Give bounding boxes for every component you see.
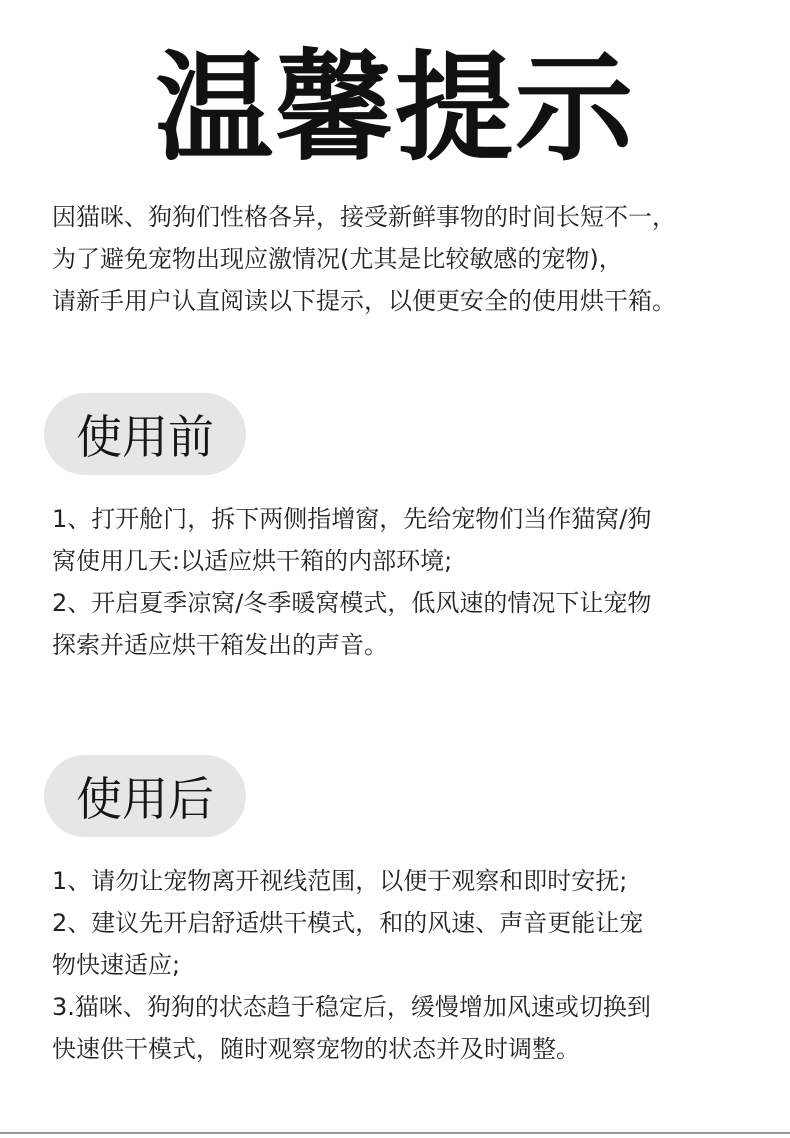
section-heading-after-use: 使用后 xyxy=(44,755,246,837)
tip-line: 探索并适应烘干箱发出的声音。 xyxy=(52,631,388,659)
intro-line: 请新手用户认直阅读以下提示，以便更安全的使用烘干箱。 xyxy=(52,287,676,315)
tip-line: 1、打开舱门，拆下两侧指增窗，先给宠物们当作猫窝/狗 xyxy=(52,505,652,533)
page-title: 温馨提示 xyxy=(154,39,635,177)
bottom-divider xyxy=(0,1132,790,1134)
intro-line: 因猫咪、狗狗们性格各异，接受新鲜事物的时间长短不一， xyxy=(52,203,676,231)
section-body-after-use xyxy=(52,860,772,1070)
section-body-before-use xyxy=(52,498,772,666)
tip-line: 1、请勿让宠物离开视线范围，以便于观察和即时安抚; xyxy=(52,867,628,895)
tip-line: 2、建议先开启舒适烘干模式，和的风速、声音更能让宠 xyxy=(52,909,644,937)
tip-line: 3.猫咪、狗狗的状态趋于稳定后，缓慢增加风速或切换到 xyxy=(52,993,651,1021)
intro-line: 为了避免宠物出现应激情况(尤其是比较敏感的宠物)， xyxy=(52,245,623,273)
tip-line: 2、开启夏季凉窝/冬季暖窝模式，低风速的情况下让宠物 xyxy=(52,589,652,617)
tip-line: 窝使用几天:以适应烘干箱的内部环境; xyxy=(52,547,453,575)
tip-line: 物快速适应; xyxy=(52,951,181,979)
section-heading-before-use: 使用前 xyxy=(44,393,246,475)
intro-paragraph xyxy=(52,196,772,322)
tip-line: 快速供干模式，随时观察宠物的状态并及时调整。 xyxy=(52,1035,580,1063)
